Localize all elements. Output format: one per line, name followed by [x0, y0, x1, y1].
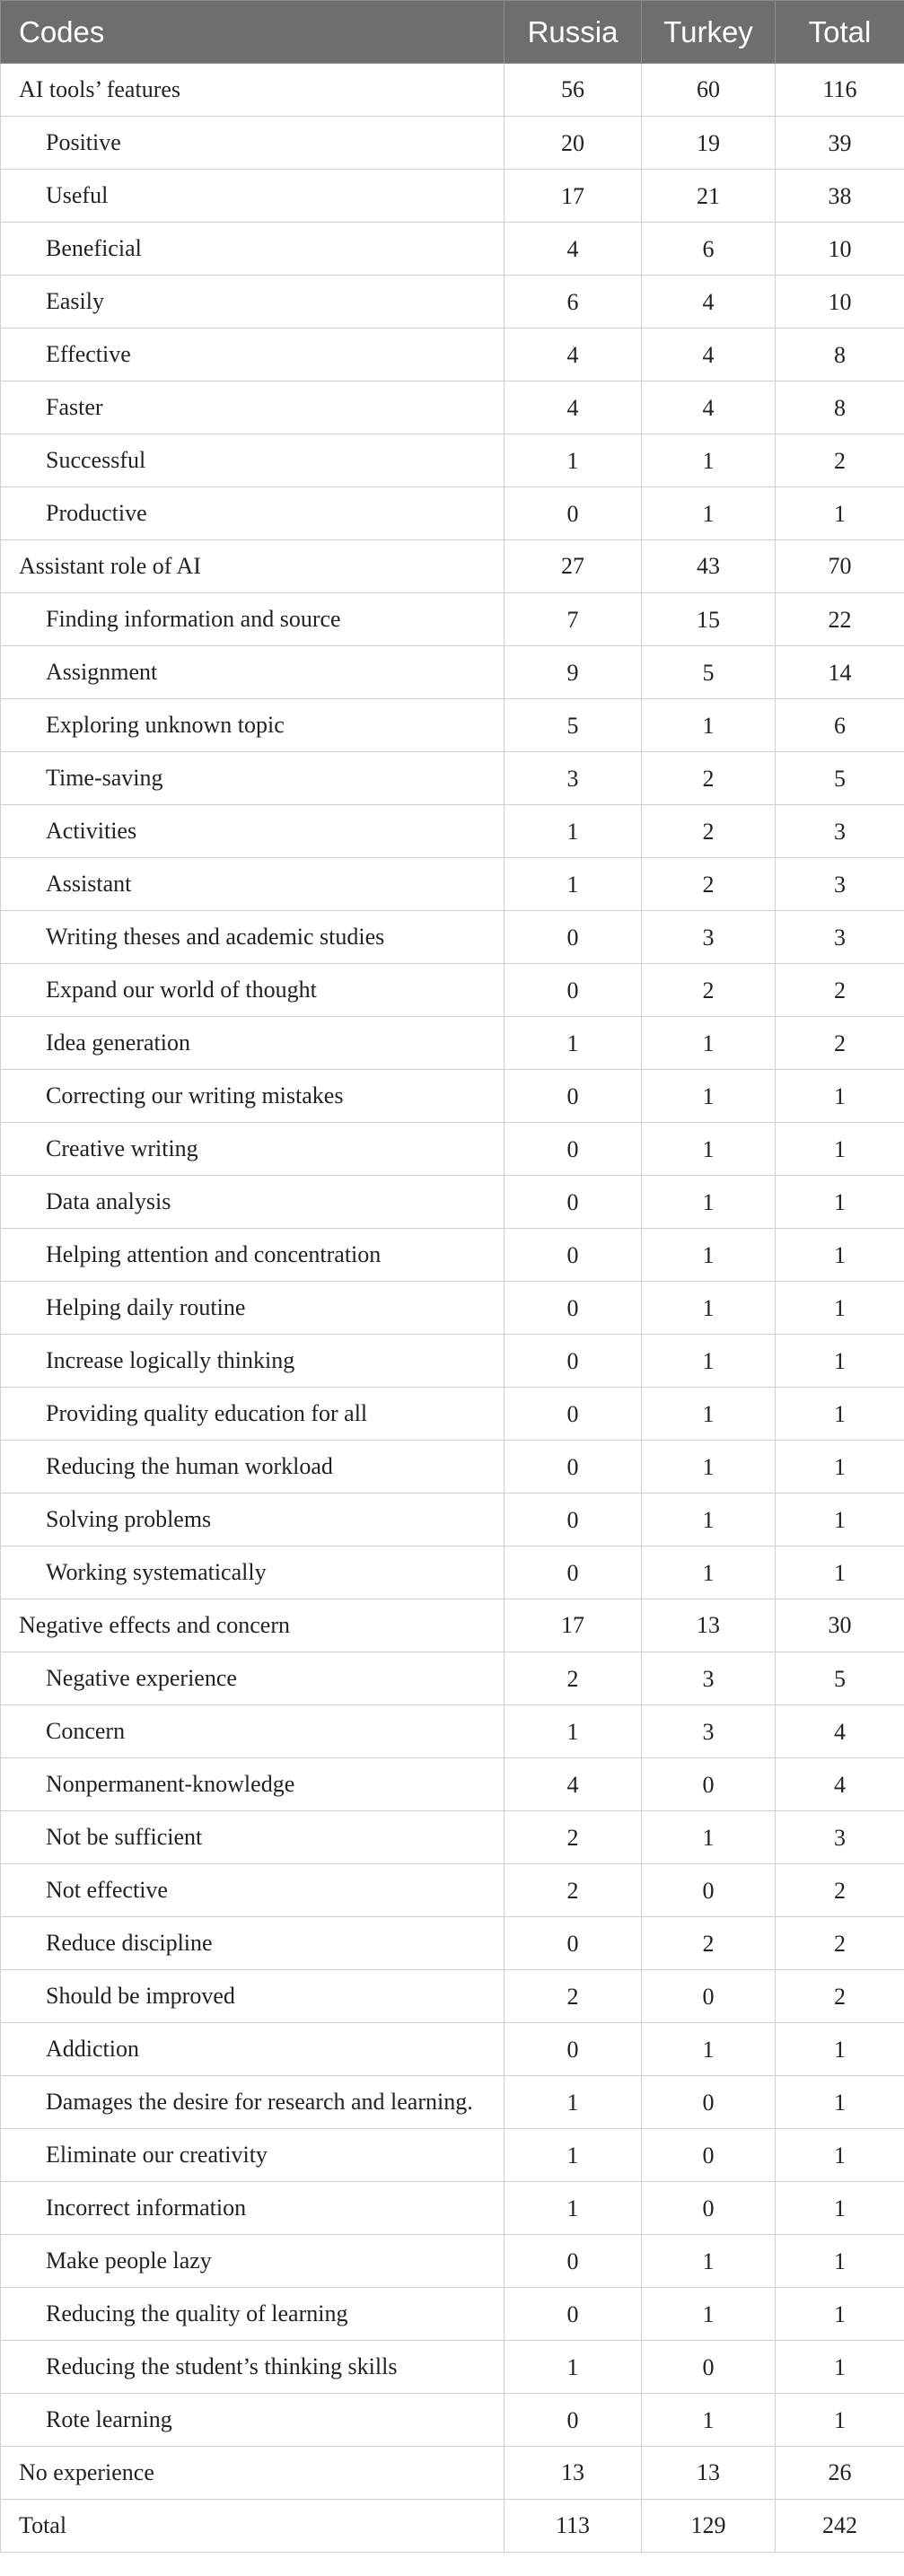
total-cell: 8	[776, 329, 904, 381]
code-cell: Faster	[1, 381, 505, 434]
turkey-cell: 1	[642, 1070, 776, 1123]
russia-cell: 2	[505, 1970, 642, 2023]
table-row-category	[1, 1599, 904, 1652]
total-cell: 1	[776, 1546, 904, 1599]
turkey-cell: 0	[642, 2341, 776, 2394]
code-cell: Providing quality education for all	[1, 1388, 505, 1441]
total-cell: 1	[776, 1282, 904, 1335]
table-row-subcode	[1, 1017, 904, 1070]
code-cell: Make people lazy	[1, 2235, 505, 2288]
code-cell: Beneficial	[1, 223, 505, 276]
total-cell: 1	[776, 1176, 904, 1229]
code-cell: Reduce discipline	[1, 1917, 505, 1970]
russia-cell: 7	[505, 593, 642, 646]
code-cell: Not effective	[1, 1864, 505, 1917]
russia-cell: 1	[505, 858, 642, 911]
russia-cell: 0	[505, 1282, 642, 1335]
total-cell: 4	[776, 1705, 904, 1758]
turkey-cell: 1	[642, 1441, 776, 1494]
total-cell: 6	[776, 699, 904, 752]
table-row-subcode	[1, 1282, 904, 1335]
code-cell: Assignment	[1, 646, 505, 699]
table-row-subcode	[1, 2076, 904, 2129]
turkey-cell: 1	[642, 699, 776, 752]
russia-cell: 3	[505, 752, 642, 805]
russia-cell: 2	[505, 1864, 642, 1917]
table-row-subcode	[1, 1229, 904, 1282]
table-row-subcode	[1, 752, 904, 805]
table-row-subcode	[1, 1758, 904, 1811]
total-cell: 1	[776, 487, 904, 540]
code-cell: Concern	[1, 1705, 505, 1758]
turkey-cell: 1	[642, 434, 776, 487]
turkey-cell: 0	[642, 1864, 776, 1917]
russia-cell: 0	[505, 1546, 642, 1599]
turkey-cell: 1	[642, 2394, 776, 2447]
table-row-subcode	[1, 1811, 904, 1864]
total-cell: 22	[776, 593, 904, 646]
turkey-cell: 1	[642, 1282, 776, 1335]
total-cell: 1	[776, 1229, 904, 1282]
total-cell: 1	[776, 1123, 904, 1176]
total-cell: 26	[776, 2447, 904, 2500]
turkey-cell: 43	[642, 540, 776, 593]
total-cell: 2	[776, 1864, 904, 1917]
table-row-category	[1, 540, 904, 593]
russia-cell: 56	[505, 64, 642, 117]
turkey-cell: 3	[642, 911, 776, 964]
code-cell: Useful	[1, 170, 505, 223]
turkey-cell: 0	[642, 1970, 776, 2023]
table-row-subcode	[1, 1176, 904, 1229]
code-cell: Data analysis	[1, 1176, 505, 1229]
code-cell: Correcting our writing mistakes	[1, 1070, 505, 1123]
turkey-cell: 4	[642, 381, 776, 434]
code-cell: Eliminate our creativity	[1, 2129, 505, 2182]
total-cell: 1	[776, 2394, 904, 2447]
turkey-cell: 1	[642, 2235, 776, 2288]
table-row-subcode	[1, 1441, 904, 1494]
total-cell: 3	[776, 1811, 904, 1864]
turkey-cell: 15	[642, 593, 776, 646]
table-row-subcode	[1, 1652, 904, 1705]
turkey-cell: 3	[642, 1705, 776, 1758]
turkey-cell: 129	[642, 2500, 776, 2553]
header-total: Total	[776, 1, 904, 64]
table-row-subcode	[1, 276, 904, 329]
turkey-cell: 2	[642, 1917, 776, 1970]
turkey-cell: 2	[642, 964, 776, 1017]
code-cell: Negative experience	[1, 1652, 505, 1705]
code-cell: Creative writing	[1, 1123, 505, 1176]
russia-cell: 2	[505, 1652, 642, 1705]
total-cell: 70	[776, 540, 904, 593]
turkey-cell: 3	[642, 1652, 776, 1705]
table-row-category	[1, 2447, 904, 2500]
turkey-cell: 4	[642, 276, 776, 329]
russia-cell: 17	[505, 170, 642, 223]
code-cell: Incorrect information	[1, 2182, 505, 2235]
russia-cell: 1	[505, 1017, 642, 1070]
table-row-subcode	[1, 1917, 904, 1970]
table-row-subcode	[1, 1123, 904, 1176]
total-cell: 4	[776, 1758, 904, 1811]
total-cell: 30	[776, 1599, 904, 1652]
code-cell: Reducing the quality of learning	[1, 2288, 505, 2341]
total-cell: 5	[776, 1652, 904, 1705]
code-cell: Solving problems	[1, 1494, 505, 1546]
table-row-subcode	[1, 1970, 904, 2023]
russia-cell: 1	[505, 2129, 642, 2182]
table-row-subcode	[1, 646, 904, 699]
turkey-cell: 1	[642, 1388, 776, 1441]
total-cell: 1	[776, 2288, 904, 2341]
table-row-category	[1, 2500, 904, 2553]
total-cell: 10	[776, 223, 904, 276]
turkey-cell: 1	[642, 1123, 776, 1176]
table-body	[1, 64, 904, 2553]
turkey-cell: 1	[642, 1811, 776, 1864]
total-cell: 2	[776, 1970, 904, 2023]
table-row-subcode	[1, 911, 904, 964]
russia-cell: 0	[505, 2288, 642, 2341]
total-cell: 5	[776, 752, 904, 805]
turkey-cell: 2	[642, 858, 776, 911]
code-cell: Reducing the human workload	[1, 1441, 505, 1494]
russia-cell: 2	[505, 1811, 642, 1864]
russia-cell: 4	[505, 329, 642, 381]
code-cell: Time-saving	[1, 752, 505, 805]
table-row-subcode	[1, 381, 904, 434]
table-row-subcode	[1, 2288, 904, 2341]
code-cell: Increase logically thinking	[1, 1335, 505, 1388]
code-cell: AI tools’ features	[1, 64, 505, 117]
total-cell: 1	[776, 2129, 904, 2182]
total-cell: 2	[776, 1917, 904, 1970]
table-row-subcode	[1, 1546, 904, 1599]
russia-cell: 0	[505, 1229, 642, 1282]
turkey-cell: 1	[642, 1494, 776, 1546]
code-cell: Assistant role of AI	[1, 540, 505, 593]
turkey-cell: 0	[642, 2076, 776, 2129]
total-cell: 1	[776, 2341, 904, 2394]
total-cell: 2	[776, 1017, 904, 1070]
total-cell: 2	[776, 964, 904, 1017]
total-cell: 2	[776, 434, 904, 487]
russia-cell: 17	[505, 1599, 642, 1652]
code-cell: Negative effects and concern	[1, 1599, 505, 1652]
table-row-subcode	[1, 2394, 904, 2447]
russia-cell: 0	[505, 1917, 642, 1970]
russia-cell: 0	[505, 1441, 642, 1494]
header-row	[1, 1, 904, 64]
russia-cell: 0	[505, 2235, 642, 2288]
russia-cell: 6	[505, 276, 642, 329]
total-cell: 10	[776, 276, 904, 329]
table-row-subcode	[1, 2182, 904, 2235]
russia-cell: 1	[505, 2341, 642, 2394]
table-row-subcode	[1, 1388, 904, 1441]
turkey-cell: 1	[642, 2023, 776, 2076]
code-cell: Helping daily routine	[1, 1282, 505, 1335]
code-cell: Rote learning	[1, 2394, 505, 2447]
table-row-subcode	[1, 1705, 904, 1758]
code-cell: Productive	[1, 487, 505, 540]
table-row-subcode	[1, 170, 904, 223]
code-cell: Activities	[1, 805, 505, 858]
turkey-cell: 2	[642, 752, 776, 805]
russia-cell: 0	[505, 1123, 642, 1176]
russia-cell: 1	[505, 2182, 642, 2235]
russia-cell: 0	[505, 1335, 642, 1388]
total-cell: 1	[776, 1335, 904, 1388]
russia-cell: 27	[505, 540, 642, 593]
russia-cell: 1	[505, 2076, 642, 2129]
russia-cell: 0	[505, 487, 642, 540]
table-row-subcode	[1, 2023, 904, 2076]
russia-cell: 20	[505, 117, 642, 170]
total-cell: 1	[776, 2023, 904, 2076]
total-cell: 14	[776, 646, 904, 699]
total-cell: 1	[776, 1494, 904, 1546]
code-cell: Positive	[1, 117, 505, 170]
turkey-cell: 2	[642, 805, 776, 858]
turkey-cell: 0	[642, 2182, 776, 2235]
code-cell: Working systematically	[1, 1546, 505, 1599]
code-cell: Not be sufficient	[1, 1811, 505, 1864]
russia-cell: 1	[505, 1705, 642, 1758]
total-cell: 116	[776, 64, 904, 117]
russia-cell: 0	[505, 1070, 642, 1123]
table-row-subcode	[1, 964, 904, 1017]
turkey-cell: 0	[642, 2129, 776, 2182]
russia-cell: 0	[505, 911, 642, 964]
total-cell: 3	[776, 805, 904, 858]
turkey-cell: 1	[642, 1017, 776, 1070]
table-row-subcode	[1, 2235, 904, 2288]
turkey-cell: 13	[642, 1599, 776, 1652]
russia-cell: 0	[505, 2023, 642, 2076]
code-cell: No experience	[1, 2447, 505, 2500]
table-row-subcode	[1, 2341, 904, 2394]
total-cell: 3	[776, 858, 904, 911]
table-row-subcode	[1, 699, 904, 752]
turkey-cell: 6	[642, 223, 776, 276]
russia-cell: 13	[505, 2447, 642, 2500]
total-cell: 1	[776, 1388, 904, 1441]
table-row-subcode	[1, 593, 904, 646]
total-cell: 1	[776, 1070, 904, 1123]
turkey-cell: 1	[642, 487, 776, 540]
table-row-subcode	[1, 329, 904, 381]
code-cell: Reducing the student’s thinking skills	[1, 2341, 505, 2394]
code-cell: Exploring unknown topic	[1, 699, 505, 752]
table-row-subcode	[1, 117, 904, 170]
header-turkey: Turkey	[642, 1, 776, 64]
total-cell: 1	[776, 1441, 904, 1494]
total-cell: 1	[776, 2235, 904, 2288]
russia-cell: 0	[505, 964, 642, 1017]
table-row-subcode	[1, 223, 904, 276]
total-cell: 39	[776, 117, 904, 170]
turkey-cell: 13	[642, 2447, 776, 2500]
turkey-cell: 1	[642, 1229, 776, 1282]
russia-cell: 4	[505, 1758, 642, 1811]
table-row-subcode	[1, 1494, 904, 1546]
table-header	[1, 1, 904, 64]
russia-cell: 4	[505, 381, 642, 434]
russia-cell: 5	[505, 699, 642, 752]
turkey-cell: 21	[642, 170, 776, 223]
total-cell: 1	[776, 2182, 904, 2235]
total-cell: 38	[776, 170, 904, 223]
code-cell: Finding information and source	[1, 593, 505, 646]
table-row-category	[1, 64, 904, 117]
header-russia: Russia	[505, 1, 642, 64]
total-cell: 8	[776, 381, 904, 434]
table-row-subcode	[1, 434, 904, 487]
code-cell: Successful	[1, 434, 505, 487]
code-cell: Assistant	[1, 858, 505, 911]
total-cell: 242	[776, 2500, 904, 2553]
code-cell: Damages the desire for research and learning.	[1, 2076, 505, 2129]
turkey-cell: 5	[642, 646, 776, 699]
turkey-cell: 19	[642, 117, 776, 170]
table-row-subcode	[1, 805, 904, 858]
table-row-subcode	[1, 2129, 904, 2182]
turkey-cell: 1	[642, 1176, 776, 1229]
code-cell: Helping attention and concentration	[1, 1229, 505, 1282]
code-cell: Total	[1, 2500, 505, 2553]
turkey-cell: 60	[642, 64, 776, 117]
russia-cell: 1	[505, 805, 642, 858]
code-cell: Writing theses and academic studies	[1, 911, 505, 964]
table-row-subcode	[1, 487, 904, 540]
code-cell: Idea generation	[1, 1017, 505, 1070]
russia-cell: 0	[505, 1388, 642, 1441]
turkey-cell: 0	[642, 1758, 776, 1811]
turkey-cell: 1	[642, 2288, 776, 2341]
russia-cell: 9	[505, 646, 642, 699]
code-cell: Expand our world of thought	[1, 964, 505, 1017]
russia-cell: 0	[505, 2394, 642, 2447]
code-cell: Addiction	[1, 2023, 505, 2076]
code-cell: Effective	[1, 329, 505, 381]
table-row-subcode	[1, 1335, 904, 1388]
code-cell: Should be improved	[1, 1970, 505, 2023]
turkey-cell: 4	[642, 329, 776, 381]
total-cell: 3	[776, 911, 904, 964]
russia-cell: 1	[505, 434, 642, 487]
turkey-cell: 1	[642, 1335, 776, 1388]
table-row-subcode	[1, 1070, 904, 1123]
code-cell: Nonpermanent-knowledge	[1, 1758, 505, 1811]
header-codes: Codes	[1, 1, 505, 64]
russia-cell: 0	[505, 1494, 642, 1546]
code-cell: Easily	[1, 276, 505, 329]
table-row-subcode	[1, 1864, 904, 1917]
total-cell: 1	[776, 2076, 904, 2129]
russia-cell: 0	[505, 1176, 642, 1229]
table-row-subcode	[1, 858, 904, 911]
russia-cell: 4	[505, 223, 642, 276]
turkey-cell: 1	[642, 1546, 776, 1599]
russia-cell: 113	[505, 2500, 642, 2553]
